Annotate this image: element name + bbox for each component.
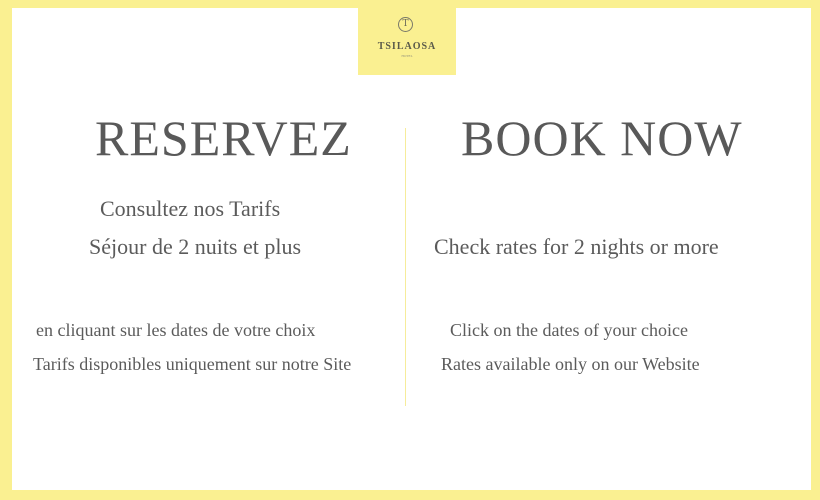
logo-name: TSILAOSA — [377, 41, 437, 52]
english-heading: BOOK NOW — [461, 110, 743, 166]
english-dates-line: Click on the dates of your choice — [450, 320, 688, 340]
logo-monogram-icon: T — [398, 17, 413, 32]
column-divider — [405, 128, 406, 406]
french-dates-line: en cliquant sur les dates de votre choix — [36, 320, 316, 340]
english-nights-line: Check rates for 2 nights or more — [434, 234, 719, 259]
french-nights-line: Séjour de 2 nuits et plus — [89, 234, 302, 259]
english-site-line: Rates available only on our Website — [441, 354, 700, 374]
french-heading: RESERVEZ — [95, 110, 352, 166]
hotel-logo[interactable] — [358, 8, 456, 75]
logo-tagline: HOTEL — [401, 54, 413, 58]
french-rates-line: Consultez nos Tarifs — [100, 196, 281, 221]
french-site-line: Tarifs disponibles uniquement sur notre Site — [33, 354, 352, 374]
